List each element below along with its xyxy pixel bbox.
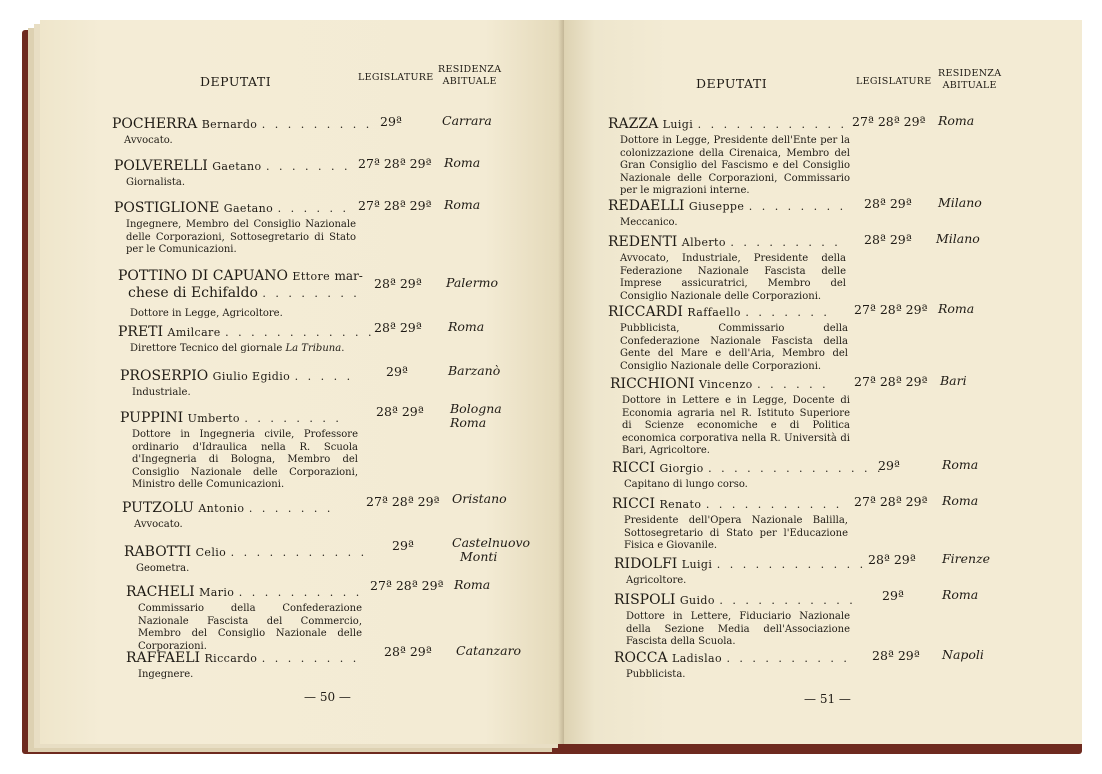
- deputy-description: Commissario della Confederazione Nazionale Fascista del Commercio, Membro del Consiglio Nazionale delle Corporazioni.: [138, 603, 362, 652]
- given-name: Vincenzo: [698, 378, 753, 391]
- surname: POCHERRA: [112, 116, 198, 132]
- given-name: Mario: [199, 586, 235, 599]
- given-name: Luigi: [662, 118, 694, 131]
- residence-value: [450, 402, 502, 430]
- legislature-value: 29ª: [878, 458, 900, 473]
- desc-text: Direttore Tecnico del giornale: [130, 343, 286, 354]
- residence-line1: Castelnuovo: [452, 535, 531, 550]
- legislature-value: 27ª 28ª 29ª: [854, 302, 928, 317]
- header-deputati: DEPUTATI: [696, 76, 768, 91]
- leader-dots: . . . . . . . . . . . .: [697, 118, 848, 131]
- given-name: Amilcare: [167, 326, 221, 339]
- deputy-entry: [120, 368, 370, 400]
- legislature-value: 29ª: [392, 538, 414, 553]
- deputy-name: [608, 116, 850, 133]
- given-name: Ettore: [292, 270, 331, 283]
- legislature-value: 27ª 28ª 29ª: [358, 198, 432, 213]
- residence-value: Roma: [942, 457, 979, 472]
- deputy-name: [122, 500, 372, 517]
- surname: RICCHIONI: [610, 376, 695, 392]
- deputy-description: Giornalista.: [126, 177, 186, 188]
- given-name: Giuseppe: [688, 200, 745, 213]
- leader-dots: . . . . . . . .: [748, 200, 847, 213]
- legislature-value: 28ª 29ª: [872, 648, 920, 663]
- leader-dots: . . . . . .: [757, 378, 829, 391]
- deputy-description: Ingegnere, Membro del Consiglio Nazionale delle Corporazioni, Sottosegretario di Stato per le Comunicazioni.: [126, 219, 356, 255]
- given-name: Renato: [659, 498, 702, 511]
- legislature-value: 28ª 29ª: [374, 320, 422, 335]
- legislature-value: 28ª 29ª: [864, 196, 912, 211]
- surname: RAFFAELI: [126, 650, 201, 666]
- deputy-entry: [614, 556, 867, 588]
- residence-value: Roma: [444, 197, 481, 212]
- book-spread: [22, 20, 1084, 754]
- deputy-description: [130, 343, 368, 356]
- deputy-name: [614, 592, 856, 609]
- leader-dots: . . . . . . . . . . . . . .: [708, 462, 884, 475]
- legislature-value: 27ª 28ª 29ª: [358, 156, 432, 171]
- surname: PUTZOLU: [122, 500, 194, 516]
- residence-value: [452, 536, 530, 564]
- given-name: Antonio: [198, 502, 245, 515]
- deputy-name: [614, 556, 867, 573]
- leader-dots: . . . . . . . . . . .: [705, 498, 843, 511]
- leader-dots: . . . . .: [294, 370, 354, 383]
- deputy-entry: [122, 500, 372, 532]
- residence-value: Roma: [454, 577, 491, 592]
- legislature-value: 27ª 28ª 29ª: [370, 578, 444, 593]
- deputy-description: Ingegnere.: [138, 669, 194, 680]
- deputy-description: Dottore in Legge, Presidente dell'Ente per la colonizzazione della Cirenaica, Membro del Gran Consiglio del Fascismo e del Consiglio Nazionale delle Corporazioni, Commissario per le migrazioni interne.: [620, 135, 850, 196]
- residence-value: Roma: [444, 155, 481, 170]
- deputy-entry: [608, 234, 846, 303]
- deputy-name: [608, 234, 846, 251]
- leader-dots: . . . . . . . .: [244, 412, 342, 425]
- desc-punct: .: [341, 343, 345, 354]
- deputy-entry: [118, 324, 375, 356]
- surname: REDAELLI: [608, 198, 685, 214]
- surname: PROSERPIO: [120, 368, 209, 384]
- deputy-name: [114, 158, 364, 175]
- deputy-description: Dottore in Lettere e in Legge, Docente di Economia agraria nel R. Istituto Superiore di Scienze economiche e di Politica economica corporativa nella R. Università di Bari, Agricoltore.: [622, 395, 850, 456]
- deputy-entry: [614, 650, 864, 682]
- newspaper-title: La Tribuna: [285, 343, 342, 354]
- leader-dots: . . . . . . .: [266, 160, 351, 173]
- given-name: Giulio Egidio: [212, 370, 291, 383]
- leader-dots: . . . . . . . . . . .: [719, 594, 856, 607]
- residence-value: Roma: [938, 113, 975, 128]
- deputy-description: Pubblicista.: [626, 669, 686, 680]
- residence-value: Roma: [448, 319, 485, 334]
- leader-dots: . . . . . . . . . .: [238, 586, 363, 599]
- deputy-entry: [612, 496, 848, 553]
- residence-value: Roma: [942, 587, 979, 602]
- deputy-name: [612, 496, 848, 513]
- header-residenza-line2: ABITUALE: [442, 76, 497, 87]
- legislature-value: 29ª: [386, 364, 408, 379]
- deputy-entry: [610, 376, 850, 458]
- surname: RIDOLFI: [614, 556, 678, 572]
- header-legislature: LEGISLATURE: [358, 72, 434, 83]
- given-name: Giorgio: [659, 462, 704, 475]
- surname: RISPOLI: [614, 592, 676, 608]
- deputy-entry: [608, 198, 858, 230]
- legislature-value: 28ª 29ª: [376, 404, 424, 419]
- deputy-entry: [126, 584, 362, 653]
- given-name: Luigi: [681, 558, 713, 571]
- deputy-description: Dottore in Lettere, Fiduciario Nazionale della Sezione Media dell'Associazione Fascista della Scuola.: [626, 611, 850, 647]
- given-name: Gaetano: [212, 160, 262, 173]
- deputy-description: Agricoltore.: [626, 575, 687, 586]
- given-name: Bernardo: [201, 118, 258, 131]
- surname: RICCARDI: [608, 304, 683, 320]
- residence-value: Napoli: [942, 647, 984, 662]
- deputy-entry: [612, 460, 884, 492]
- legislature-value: 28ª 29ª: [864, 232, 912, 247]
- deputy-entry: [112, 116, 373, 148]
- page-number: — 51 —: [804, 692, 851, 706]
- deputy-entry: [614, 592, 856, 649]
- given-name: Alberto: [681, 236, 726, 249]
- deputy-entry: [114, 158, 364, 190]
- right-page: [564, 20, 1082, 744]
- residence-value: Bari: [940, 373, 967, 388]
- given-name: Gaetano: [223, 202, 274, 215]
- name-continuation: mar-: [334, 269, 363, 283]
- deputy-name: [608, 198, 858, 215]
- deputy-description: Industriale.: [132, 387, 191, 398]
- leader-dots: . . . . . . .: [745, 306, 830, 319]
- header-residenza-line1: RESIDENZA: [438, 64, 502, 75]
- deputy-name-line2: [118, 285, 368, 302]
- residence-value: Oristano: [452, 491, 507, 506]
- header-deputati: DEPUTATI: [200, 74, 272, 89]
- header-residenza-line2: ABITUALE: [942, 80, 997, 91]
- given-name: Ladislao: [672, 652, 722, 665]
- legislature-value: 27ª 28ª 29ª: [366, 494, 440, 509]
- legislature-value: 28ª 29ª: [374, 276, 422, 291]
- deputy-entry: [608, 304, 848, 373]
- surname: POSTIGLIONE: [114, 200, 220, 216]
- deputy-description: Geometra.: [136, 563, 190, 574]
- surname: REDENTI: [608, 234, 678, 250]
- deputy-name: [118, 324, 375, 341]
- deputy-name: [112, 116, 373, 133]
- surname: RICCI: [612, 460, 656, 476]
- surname: PRETI: [118, 324, 164, 340]
- surname: RAZZA: [608, 116, 659, 132]
- leader-dots: . . . . . .: [277, 202, 350, 215]
- leader-dots: . . . . . . . . .: [730, 236, 841, 249]
- given-name: Riccardo: [204, 652, 258, 665]
- deputy-description: Dottore in Ingegneria civile, Professore ordinario d'Idraulica nella R. Scuola d'Ingegneria di Bologna, Membro del Consiglio Nazionale delle Corporazioni, Ministro delle Comunicazioni.: [132, 429, 358, 490]
- residence-value: Barzanò: [448, 363, 501, 378]
- legislature-value: 27ª 28ª 29ª: [852, 114, 926, 129]
- header-residenza: [938, 68, 1001, 92]
- legislature-value: 27ª 28ª 29ª: [854, 494, 928, 509]
- deputy-name: [118, 268, 368, 285]
- deputy-entry: [124, 544, 374, 576]
- leader-dots: . . . . . . . .: [261, 652, 360, 665]
- given-name: Celio: [195, 546, 227, 559]
- deputy-description: Pubblicista, Commissario della Confederazione Nazionale Fascista della Gente del Mare e dell'Aria, Membro del Consiglio Nazionale delle Corporazioni.: [620, 323, 848, 372]
- leader-dots: . . . . . . . . . . .: [230, 546, 368, 559]
- residence-line1: Bologna: [450, 401, 502, 416]
- left-page: [40, 20, 564, 744]
- residence-value: Milano: [938, 195, 982, 210]
- deputy-entry: [114, 200, 356, 257]
- deputy-entry: [118, 268, 368, 321]
- deputy-name: [610, 376, 850, 393]
- legislature-value: 27ª 28ª 29ª: [854, 374, 928, 389]
- surname: ROCCA: [614, 650, 668, 666]
- deputy-name: [126, 650, 376, 667]
- deputy-description: Avvocato.: [134, 519, 183, 530]
- deputy-name: [126, 584, 362, 601]
- deputy-description: Capitano di lungo corso.: [624, 479, 748, 490]
- deputy-description: Dottore in Legge, Agricoltore.: [130, 308, 283, 319]
- header-residenza-line1: RESIDENZA: [938, 68, 1002, 79]
- leader-dots: . . . . . . . . . . . .: [716, 558, 867, 571]
- surname: RACHELI: [126, 584, 195, 600]
- residence-value: Catanzaro: [456, 643, 522, 658]
- title-line: chese di Echifaldo: [128, 285, 258, 301]
- legislature-value: 28ª 29ª: [868, 552, 916, 567]
- header-legislature: LEGISLATURE: [856, 76, 932, 87]
- deputy-description: Presidente dell'Opera Nazionale Balilla, Sottosegretario di Stato per l'Educazione Fisica e Giovanile.: [624, 515, 848, 551]
- deputy-description: Meccanico.: [620, 217, 678, 228]
- deputy-name: [608, 304, 848, 321]
- deputy-name: [120, 368, 370, 385]
- deputy-name: [120, 410, 358, 427]
- page-number: — 50 —: [304, 690, 351, 704]
- deputy-entry: [120, 410, 358, 492]
- deputy-name: [124, 544, 374, 561]
- legislature-value: 29ª: [882, 588, 904, 603]
- residence-line2: Roma: [450, 415, 487, 430]
- residence-line2: Monti: [460, 549, 498, 564]
- surname: POTTINO DI CAPUANO: [118, 268, 288, 284]
- residence-value: Palermo: [446, 275, 499, 290]
- residence-value: Carrara: [442, 113, 492, 128]
- surname: PUPPINI: [120, 410, 184, 426]
- leader-dots: . . . . . . . .: [262, 287, 360, 300]
- residence-value: Milano: [936, 231, 980, 246]
- deputy-description: Avvocato.: [124, 135, 173, 146]
- residence-value: Firenze: [942, 551, 991, 566]
- leader-dots: . . . . . . . . . .: [726, 652, 850, 665]
- deputy-entry: [126, 650, 376, 682]
- deputy-name: [614, 650, 864, 667]
- given-name: Raffaello: [687, 306, 741, 319]
- given-name: Guido: [679, 594, 715, 607]
- deputy-description: Avvocato, Industriale, Presidente della Federazione Nazionale Fascista delle Imprese assicuratrici, Membro del Consiglio Nazionale delle Corporazioni.: [620, 253, 846, 302]
- deputy-entry: [608, 116, 850, 198]
- deputy-name: [612, 460, 884, 477]
- header-residenza: [438, 64, 501, 88]
- residence-value: Roma: [938, 301, 975, 316]
- given-name: Umberto: [187, 412, 240, 425]
- leader-dots: . . . . . . . . . . . .: [225, 326, 375, 339]
- leader-dots: . . . . . . .: [248, 502, 334, 515]
- residence-value: Roma: [942, 493, 979, 508]
- legislature-value: 29ª: [380, 114, 402, 129]
- surname: RICCI: [612, 496, 656, 512]
- surname: RABOTTI: [124, 544, 192, 560]
- legislature-value: 28ª 29ª: [384, 644, 432, 659]
- deputy-name: [114, 200, 356, 217]
- leader-dots: . . . . . . . . .: [261, 118, 373, 131]
- surname: POLVERELLI: [114, 158, 208, 174]
